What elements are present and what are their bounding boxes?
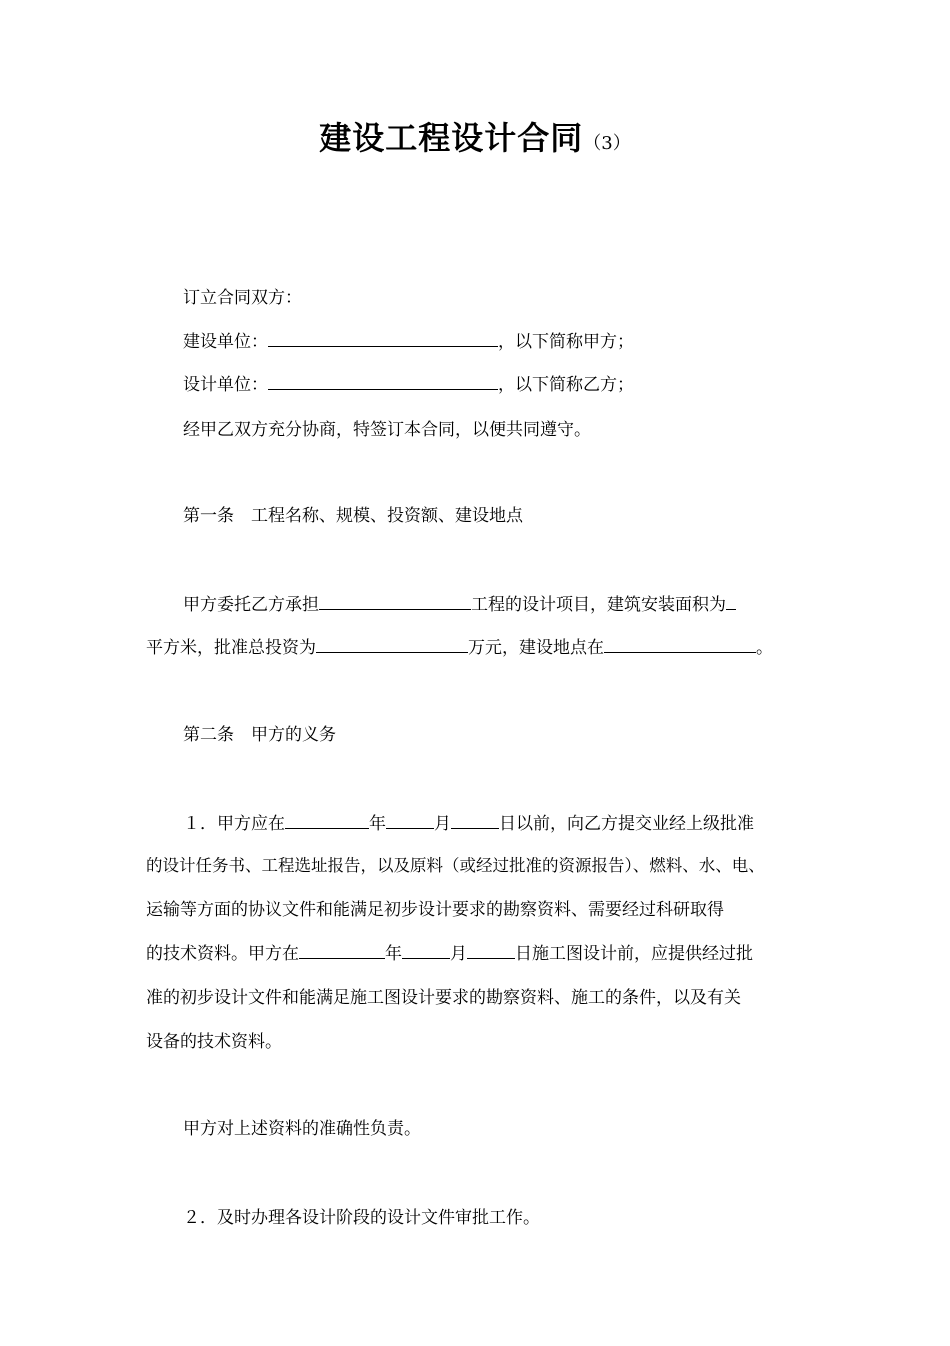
day-blank-1	[451, 810, 499, 829]
client-label: 建设单位：	[183, 332, 268, 352]
agreement-line: 经甲乙双方充分协商，特签订本合同，以便共同遵守。	[183, 420, 591, 440]
month-blank-2	[402, 940, 450, 959]
client-name-blank	[268, 328, 498, 347]
item1-line2: 的设计任务书、工程选址报告，以及原料（或经过批准的资源报告）、燃料、水、电、	[146, 856, 765, 875]
year-blank-1	[285, 810, 369, 829]
area-blank	[726, 591, 736, 610]
item1-line4: 的技术资料。甲方在 年 月 日施工图设计前，应提供经过批	[146, 940, 753, 967]
parties-heading: 订立合同双方：	[183, 288, 302, 308]
investment-blank	[316, 634, 468, 653]
item1-line5: 准的初步设计文件和能满足施工图设计要求的勘察资料、施工的条件，以及有关	[146, 988, 741, 1008]
article1-heading: 第一条 工程名称、规模、投资额、建设地点	[183, 506, 523, 526]
designer-name-blank	[268, 371, 498, 390]
item1-line1: １．甲方应在 年 月 日以前，向乙方提交业经上级批准	[183, 810, 754, 837]
responsibility-line: 甲方对上述资料的准确性负责。	[183, 1119, 421, 1139]
article1-line1: 甲方委托乙方承担 工程的设计项目，建筑安装面积为	[183, 591, 736, 618]
article2-heading: 第二条 甲方的义务	[183, 725, 336, 745]
title-text: 建设工程设计合同	[319, 119, 584, 157]
year-blank-2	[299, 940, 385, 959]
day-blank-2	[467, 940, 515, 959]
article1-line2: 平方米，批准总投资为 万元，建设地点在 。	[146, 634, 773, 661]
month-blank-1	[386, 810, 434, 829]
item1-line6: 设备的技术资料。	[146, 1032, 282, 1052]
client-line	[183, 328, 634, 355]
project-name-blank	[319, 591, 471, 610]
title-suffix: （3）	[583, 133, 631, 154]
client-suffix: ，以下简称甲方；	[498, 332, 634, 352]
item2-line: ２．及时办理各设计阶段的设计文件审批工作。	[183, 1208, 540, 1228]
designer-suffix: ，以下简称乙方；	[498, 375, 634, 395]
designer-line	[183, 371, 634, 398]
designer-label: 设计单位：	[183, 375, 268, 395]
item1-line3: 运输等方面的协议文件和能满足初步设计要求的勘察资料、需要经过科研取得	[146, 900, 724, 920]
document-title	[0, 112, 950, 170]
location-blank	[604, 634, 756, 653]
